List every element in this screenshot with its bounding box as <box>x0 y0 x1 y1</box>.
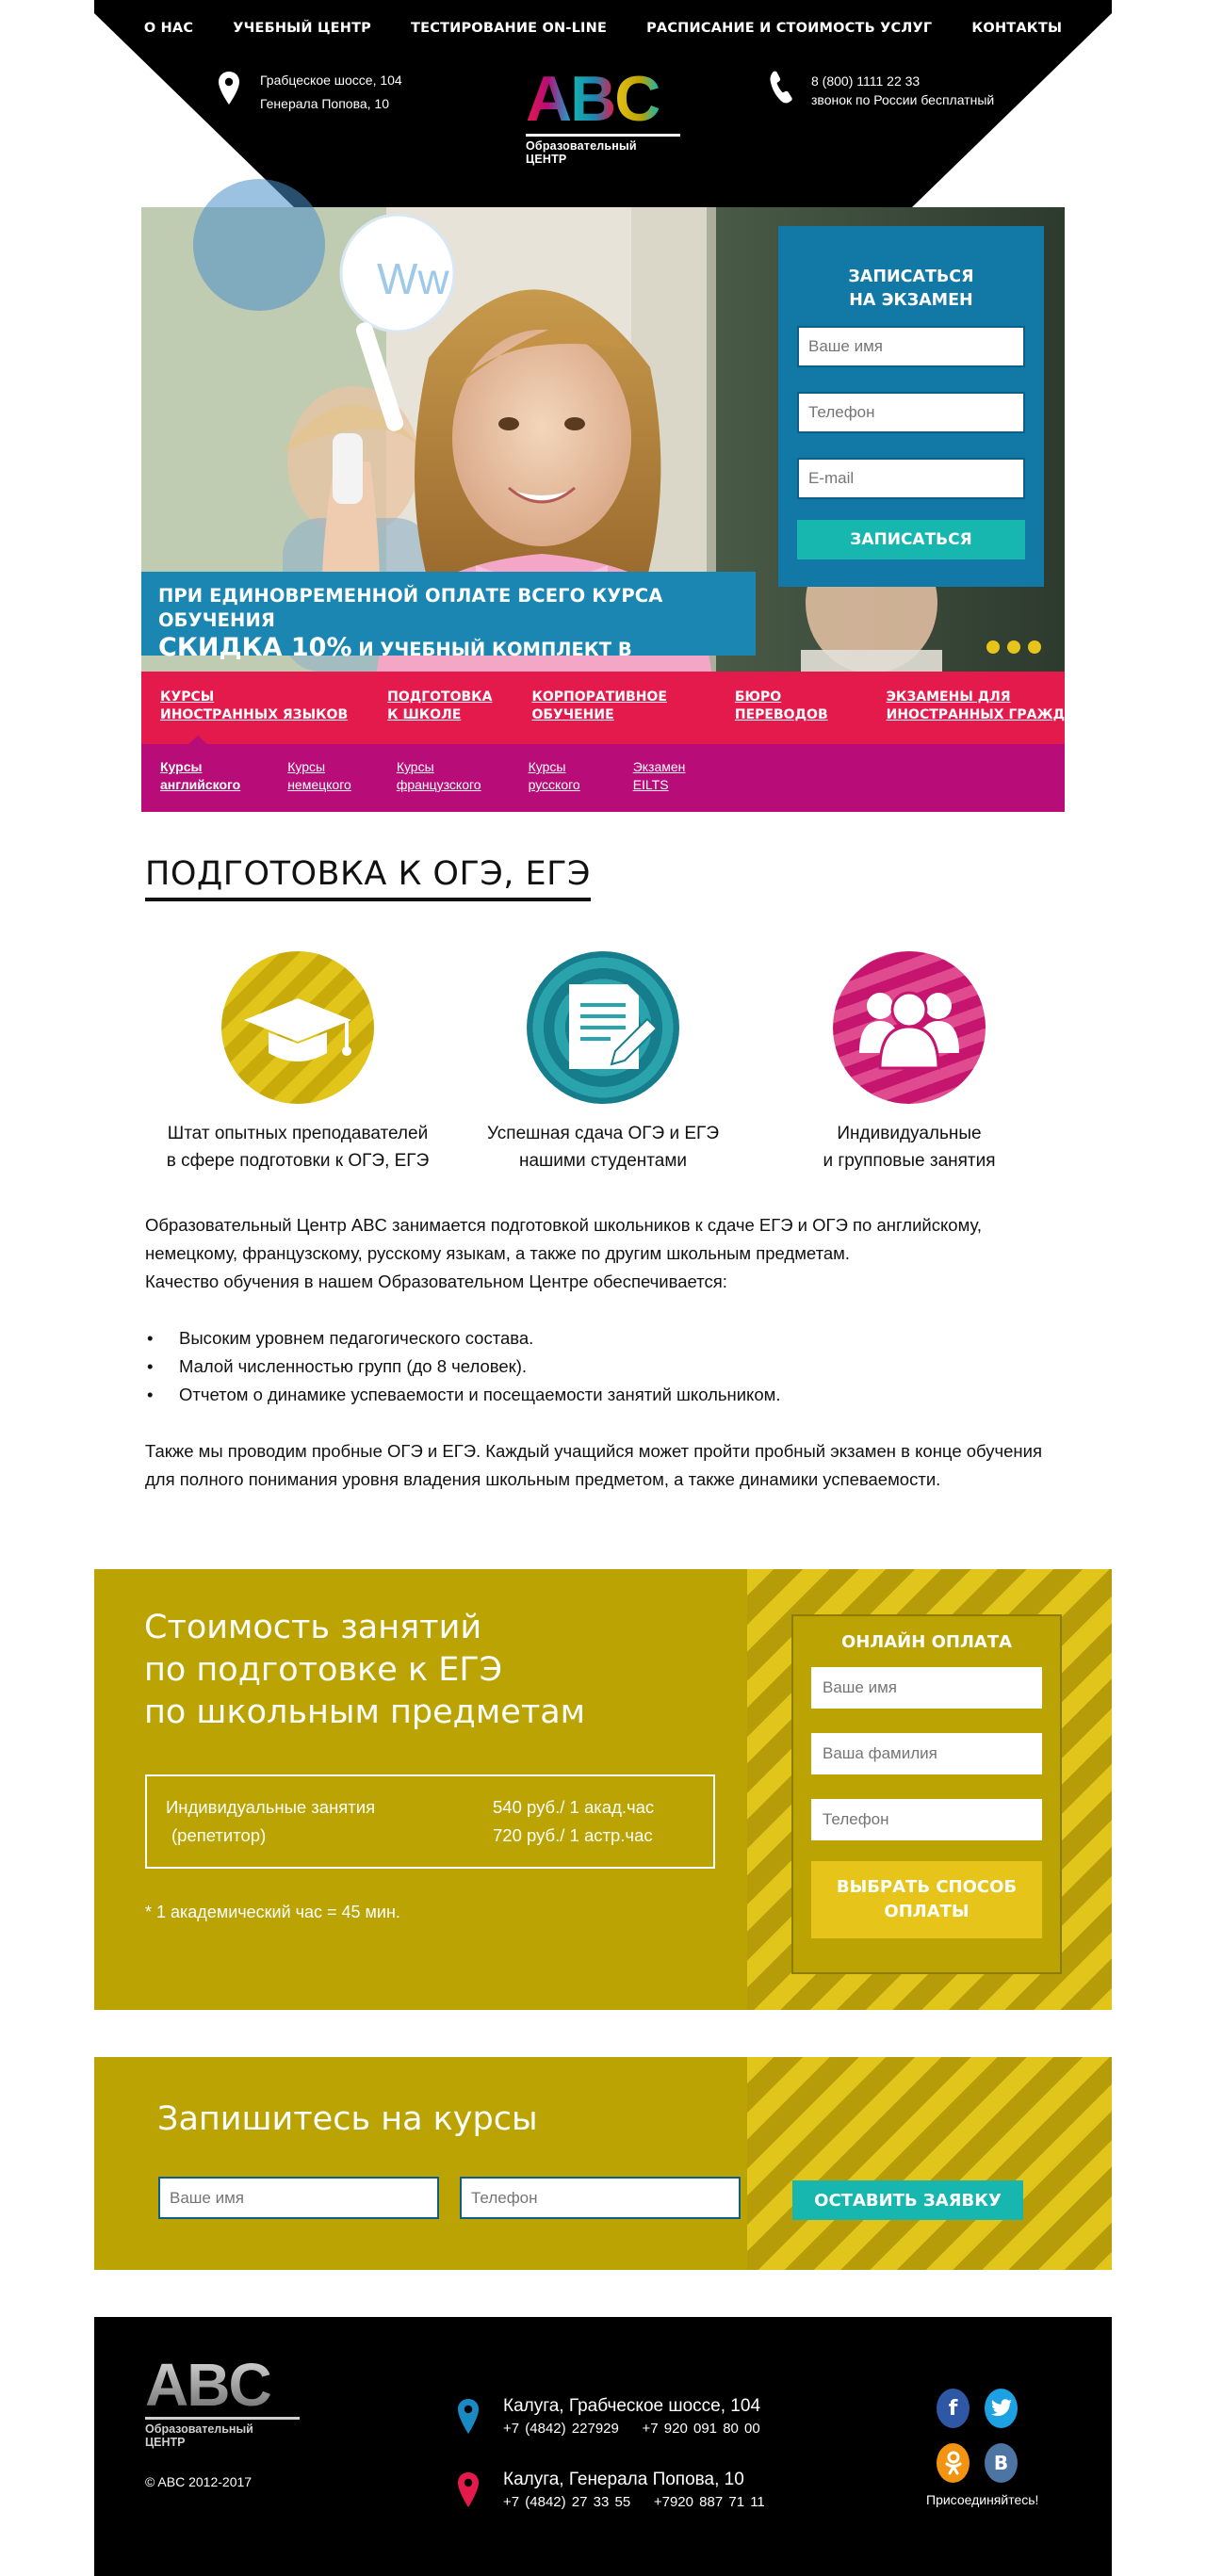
slider-dot[interactable] <box>986 640 1000 654</box>
office-popova <box>456 2468 765 2513</box>
slider-dot[interactable] <box>1007 640 1020 654</box>
payment-phone-input[interactable] <box>811 1799 1042 1840</box>
promo-banner <box>141 572 756 662</box>
price-values <box>493 1793 700 1850</box>
payment-surname-input[interactable] <box>811 1733 1042 1774</box>
subtab-russian[interactable]: Курсы русского <box>528 759 580 792</box>
footer-logo-letters: ABC <box>145 2357 300 2413</box>
exam-email-input[interactable] <box>797 458 1025 499</box>
location-pin-icon <box>456 2471 481 2509</box>
slider-dot[interactable] <box>1028 640 1041 654</box>
signup-name-input[interactable] <box>158 2177 439 2219</box>
vk-icon[interactable]: В <box>985 2443 1018 2483</box>
address-line-2: Генерала Попова, 10 <box>260 96 389 111</box>
price-astro-hour: 720 руб./ 1 астр.час <box>493 1825 653 1845</box>
odnoklassniki-icon[interactable] <box>937 2443 970 2483</box>
logo-subtitle-line-1: Образовательный <box>526 139 637 153</box>
page-title: ПОДГОТОВКА К ОГЭ, ЕГЭ <box>145 852 591 901</box>
logo[interactable] <box>526 63 686 171</box>
exam-signup-form <box>778 226 1044 587</box>
office-phones: +7 (4842) 27 33 55 +7920 887 71 11 <box>503 2494 765 2510</box>
logo-letter-b: B <box>570 63 615 135</box>
logo-letter-c: C <box>614 63 660 135</box>
office-address: Калуга, Грабческое шоссе, 104 <box>503 2396 761 2416</box>
office-grabtsevskoe <box>456 2394 760 2439</box>
logo-subtitle-line-2: ЦЕНТР <box>526 153 567 166</box>
twitter-icon[interactable] <box>985 2389 1018 2428</box>
slider-dots <box>986 640 1041 654</box>
payment-form-title: ОНЛАЙН ОПЛАТА <box>840 1632 1013 1652</box>
description-text <box>145 1211 1050 1494</box>
exam-submit-button[interactable]: ЗАПИСАТЬСЯ <box>797 520 1025 559</box>
online-payment-form <box>791 1614 1062 1974</box>
group-icon <box>833 951 986 1104</box>
price-table <box>145 1774 715 1869</box>
nav-contacts[interactable]: КОНТАКТЫ <box>971 21 1063 36</box>
price-title-line-1: Стоимость занятий <box>144 1609 482 1646</box>
header-address <box>217 69 402 116</box>
choose-payment-button[interactable]: ВЫБРАТЬ СПОСОБ ОПЛАТЫ <box>811 1861 1042 1938</box>
logo-letter-a: A <box>526 63 571 135</box>
subtab-english[interactable]: Курсы английского <box>160 759 241 792</box>
price-row-label: Индивидуальные занятия (репетитор) <box>166 1797 376 1845</box>
join-us-label: Присоединяйтесь! <box>926 2492 1039 2507</box>
promo-discount: СКИДКА 10% <box>158 633 352 662</box>
price-title <box>144 1607 585 1734</box>
document-pen-icon <box>527 951 679 1104</box>
payment-name-input[interactable] <box>811 1667 1042 1709</box>
price-title-line-2: по подготовке к ЕГЭ <box>144 1651 503 1689</box>
logo-subtitle <box>526 134 680 166</box>
promo-line-1: ПРИ ЕДИНОВРЕМЕННОЙ ОПЛАТЕ ВСЕГО КУРСА ОБУЧЕНИЯ <box>158 585 663 631</box>
phone-note: звонок по России бесплатный <box>811 92 995 107</box>
subtab-french[interactable]: Курсы французского <box>396 759 481 792</box>
subtab-german[interactable]: Курсы немецкого <box>287 759 351 792</box>
feature-teachers-line-2: в сфере подготовки к ОГЭ, ЕГЭ <box>166 1151 430 1171</box>
list-item: • Отчетом о динамике успеваемости и посещаемости занятий школьником. <box>145 1381 1050 1409</box>
social-links <box>923 2389 1039 2507</box>
graduation-cap-icon <box>221 951 374 1104</box>
tab-foreign-languages[interactable]: КУРСЫ ИНОСТРАННЫХ ЯЗЫКОВ <box>160 689 349 722</box>
price-section <box>94 1569 1112 2010</box>
hero-banner <box>141 207 1065 672</box>
trial-exam-paragraph: Также мы проводим пробные ОГЭ и ЕГЭ. Каждый учащийся может пройти пробный экзамен в конце обучения для полного понимания уровня владения школьным предметом, а также динамики успеваемости. <box>145 1441 1042 1489</box>
course-signup-section <box>94 2057 1112 2270</box>
header-phone <box>768 72 994 109</box>
nav-schedule-prices[interactable]: РАСПИСАНИЕ И СТОИМОСТЬ УСЛУГ <box>646 21 933 36</box>
quality-list <box>145 1324 1050 1409</box>
tab-corporate[interactable]: КОРПОРАТИВНОЕ ОБУЧЕНИЕ <box>531 689 667 722</box>
exam-form-title <box>797 266 1025 313</box>
nav-online-testing[interactable]: ТЕСТИРОВАНИЕ ON-LINE <box>411 21 608 36</box>
feature-group-lessons-line-2: и групповые занятия <box>823 1151 996 1171</box>
nav-education-center[interactable]: УЧЕБНЫЙ ЦЕНТР <box>233 21 371 36</box>
submit-request-button[interactable]: ОСТАВИТЬ ЗАЯВКУ <box>792 2180 1023 2220</box>
feature-group-lessons <box>768 951 1051 1175</box>
feature-exam-success-line-1: Успешная сдача ОГЭ и ЕГЭ <box>486 1124 720 1143</box>
footer <box>94 2317 1112 2576</box>
decorative-stripes <box>747 2057 1112 2270</box>
price-footnote: * 1 академический час = 45 мин. <box>145 1903 400 1921</box>
tab-school-prep[interactable]: ПОДГОТОВКА К ШКОЛЕ <box>387 689 493 722</box>
subtab-ielts[interactable]: Экзамен EILTS <box>632 759 686 792</box>
course-tabs <box>141 672 1086 744</box>
active-tab-indicator <box>188 736 207 744</box>
course-subtabs <box>141 744 1065 812</box>
facebook-icon[interactable]: f <box>937 2389 970 2428</box>
feature-exam-success <box>462 951 744 1175</box>
header <box>94 0 1112 207</box>
tab-translation[interactable]: БЮРО ПЕРЕВОДОВ <box>734 689 828 722</box>
exam-form-title-line-1: ЗАПИСАТЬСЯ <box>848 267 974 286</box>
signup-title: Запишитесь на курсы <box>157 2100 538 2138</box>
office-phones: +7 (4842) 227929 +7 920 091 80 00 <box>503 2421 760 2437</box>
paddle-letters: Ww <box>377 254 449 303</box>
feature-exam-success-line-2: нашими студентами <box>518 1151 688 1171</box>
price-acad-hour: 540 руб./ 1 акад.час <box>493 1797 655 1817</box>
footer-logo[interactable] <box>145 2351 300 2449</box>
promo-rest: И УЧЕБНЫЙ КОМПЛЕКТ В <box>358 639 632 660</box>
location-pin-icon <box>456 2398 481 2436</box>
phone-number[interactable]: 8 (800) 1111 22 33 <box>811 73 921 89</box>
quality-intro: Качество обучения в нашем Образовательном Центре обеспечивается: <box>145 1272 727 1291</box>
intro-paragraph: Образовательный Центр ABC занимается подготовкой школьников к сдаче ЕГЭ и ОГЭ по английскому, немецкому, французскому, русскому языкам, а также по другим школьным предметам. <box>145 1215 983 1263</box>
feature-teachers-line-1: Штат опытных преподавателей <box>167 1124 429 1143</box>
address-line-1: Грабцеское шоссе, 104 <box>260 73 402 88</box>
list-item: • Малой численностью групп (до 8 человек). <box>145 1353 1050 1381</box>
copyright: © ABC 2012-2017 <box>145 2474 253 2489</box>
list-item: • Высоким уровнем педагогического состава. <box>145 1324 1050 1353</box>
exam-name-input[interactable] <box>797 326 1025 367</box>
feature-teachers <box>156 951 439 1175</box>
exam-phone-input[interactable] <box>797 392 1025 433</box>
tab-foreign-citizens[interactable]: ЭКЗАМЕНЫ ДЛЯ ИНОСТРАННЫХ ГРАЖДАН <box>886 689 1086 722</box>
feature-group-lessons-line-1: Индивидуальные <box>837 1124 982 1143</box>
exam-form-title-line-2: НА ЭКЗАМЕН <box>849 291 973 310</box>
signup-phone-input[interactable] <box>460 2177 741 2219</box>
nav-about[interactable]: О НАС <box>143 21 194 36</box>
price-title-line-3: по школьным предметам <box>144 1693 586 1731</box>
main-nav <box>94 0 1112 57</box>
office-address: Калуга, Генерала Попова, 10 <box>503 2470 744 2489</box>
phone-icon <box>768 70 794 104</box>
location-pin-icon <box>217 71 241 106</box>
logo-letters <box>526 63 686 135</box>
footer-logo-subtitle: Образовательный ЦЕНТР <box>145 2417 300 2449</box>
